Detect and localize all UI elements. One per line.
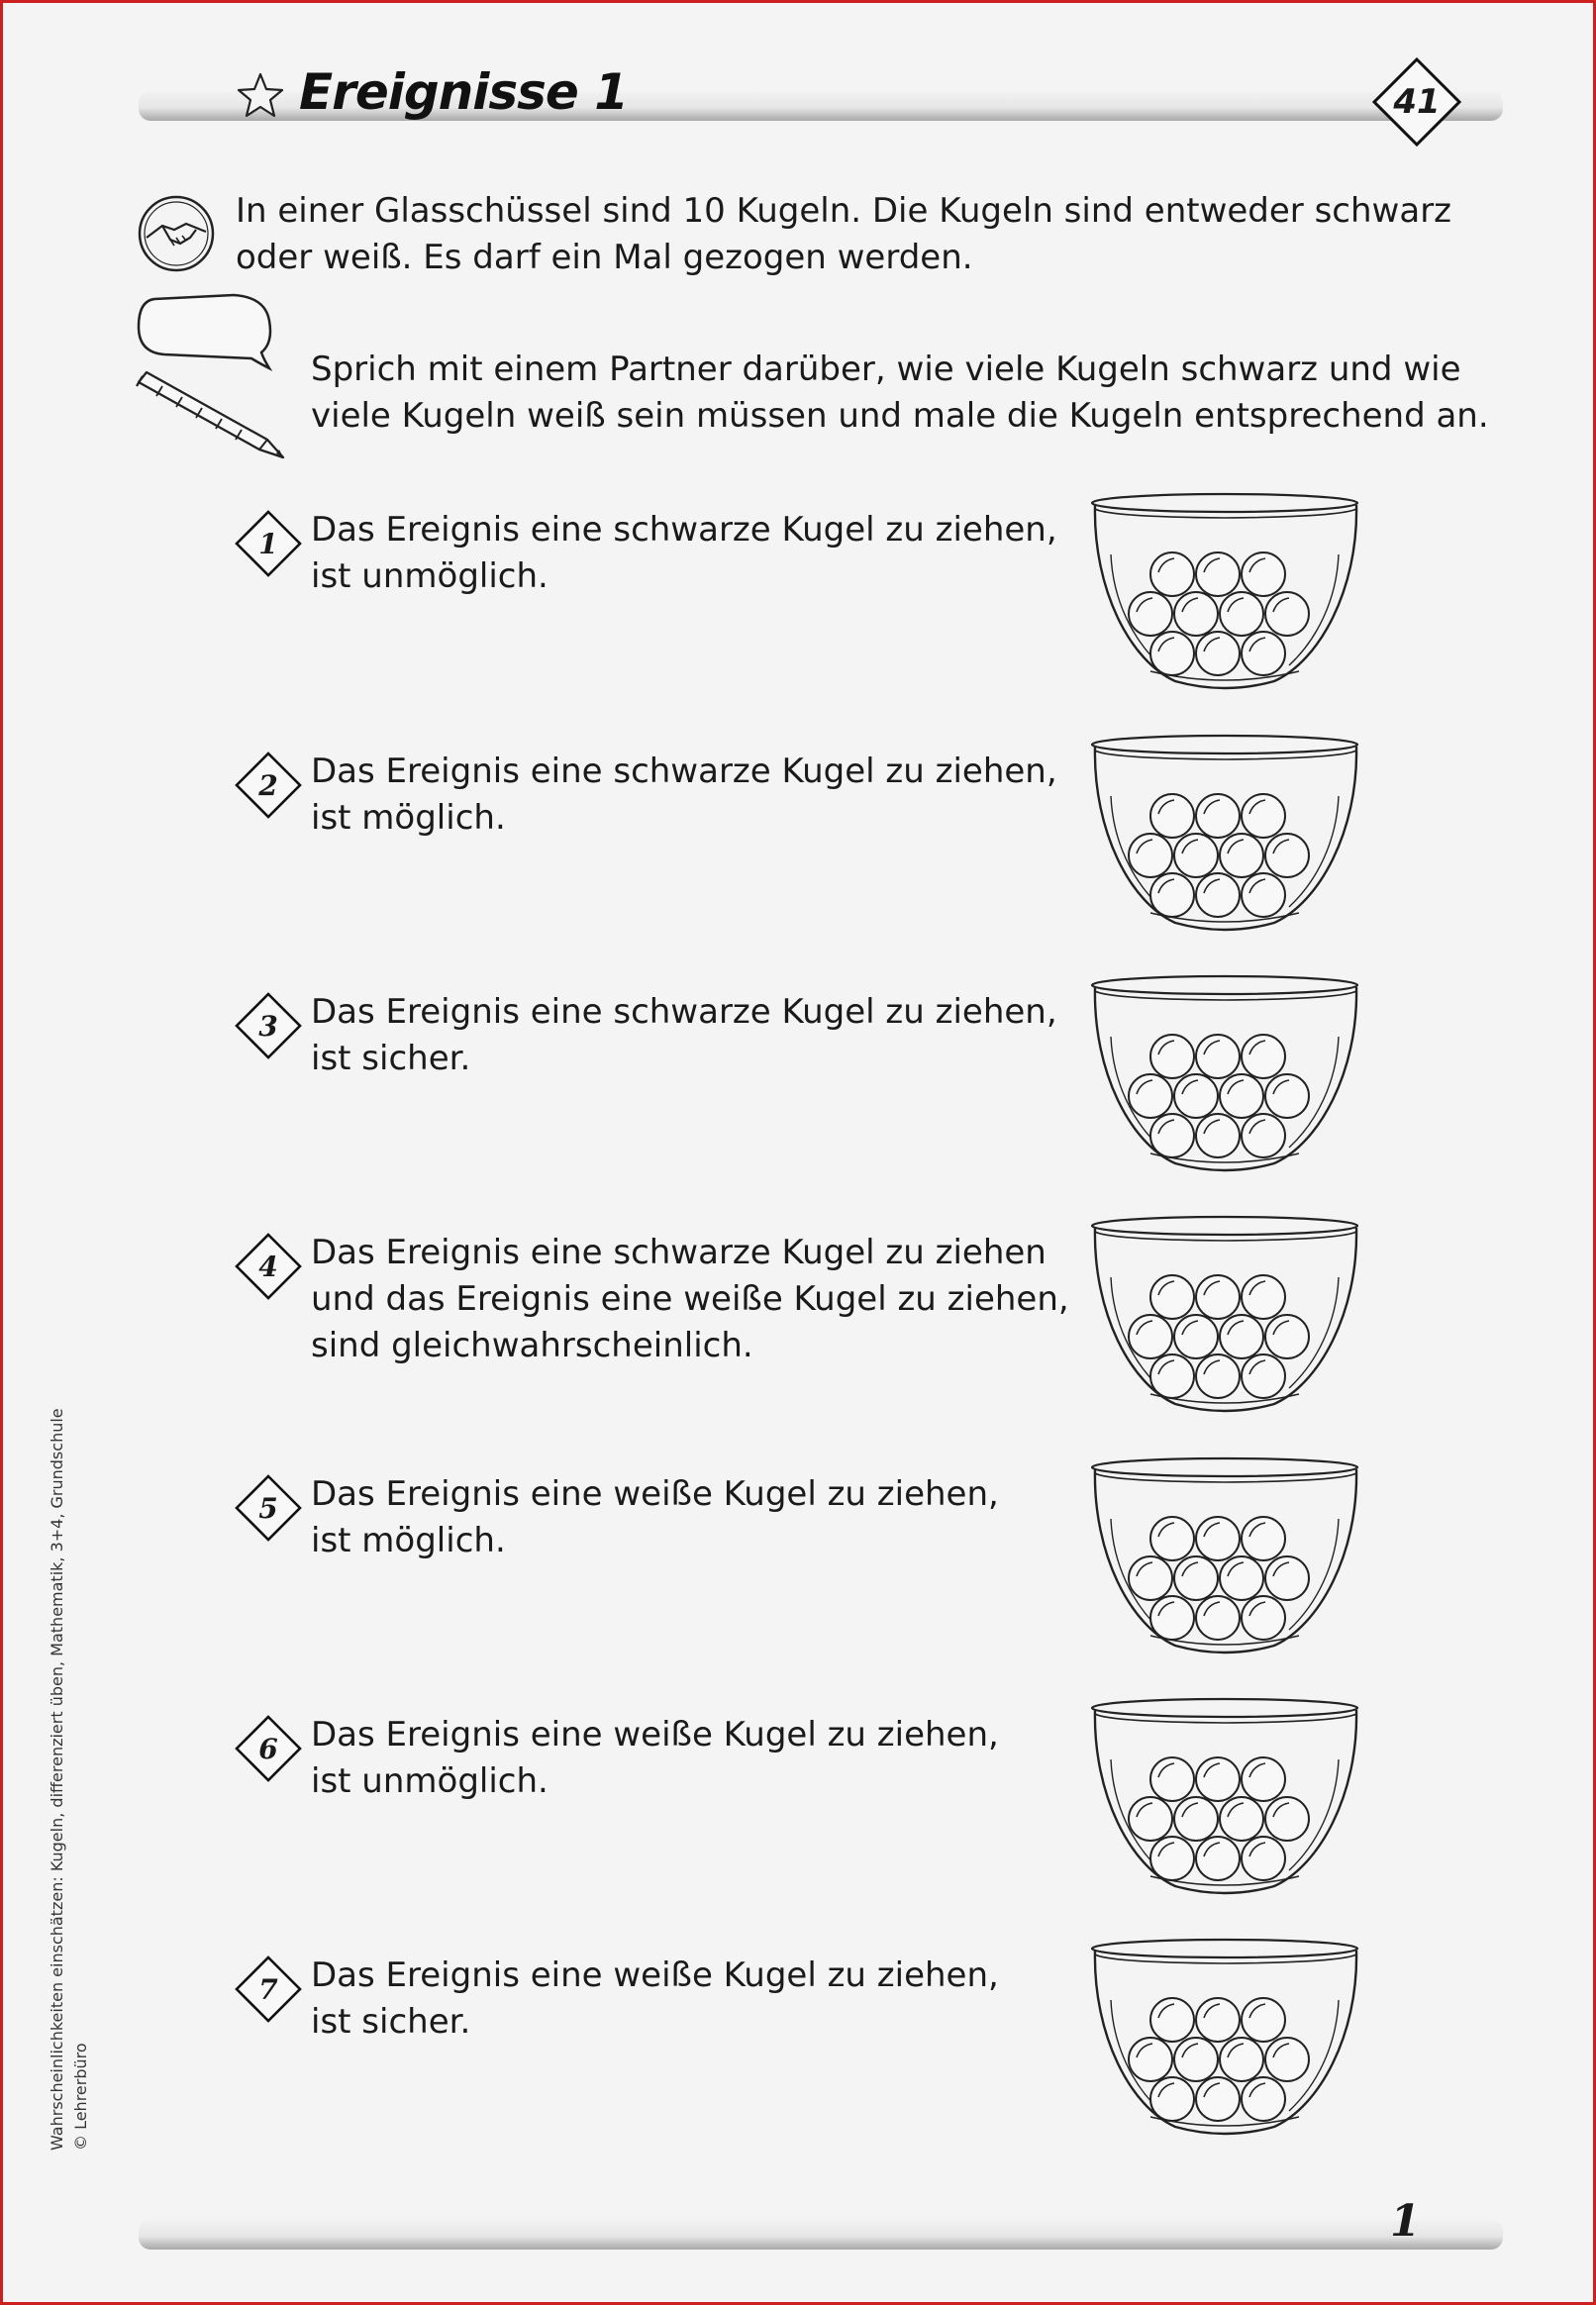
item-number: 4 bbox=[258, 1250, 278, 1283]
statement-text: Das Ereignis eine schwarze Kugel zu ziehen und das Ereignis eine weiße Kugel zu ziehen, sind gleichwahrscheinlich. bbox=[311, 1233, 1069, 1365]
item-number: 6 bbox=[258, 1732, 278, 1765]
item-number: 7 bbox=[258, 1972, 278, 2006]
item-number-badge bbox=[234, 1714, 303, 1783]
glass-bowl-icon[interactable] bbox=[1091, 1214, 1368, 1422]
item-number: 5 bbox=[258, 1491, 278, 1525]
item-number-badge bbox=[234, 751, 303, 820]
credit-publisher: © Lehrerbüro bbox=[71, 2043, 90, 2151]
item-number-badge bbox=[234, 509, 303, 578]
footer-page-number: 1 bbox=[1390, 2196, 1421, 2247]
statement-text: Das Ereignis eine schwarze Kugel zu ziehen, ist sicher. bbox=[311, 992, 1057, 1078]
item-number-badge bbox=[234, 1954, 303, 2024]
glass-bowl-icon[interactable] bbox=[1091, 1937, 1368, 2145]
intro-text: In einer Glasschüssel sind 10 Kugeln. Die Kugeln sind entweder schwarz oder weiß. Es darf ein Mal gezogen werden. bbox=[236, 191, 1452, 277]
statement-item bbox=[234, 1937, 1382, 2145]
task-instruction: Sprich mit einem Partner darüber, wie viele Kugeln schwarz und wie viele Kugeln weiß sein müssen und male die Kugeln entsprechend an. bbox=[311, 350, 1489, 436]
page-number: 41 bbox=[1393, 82, 1441, 122]
glass-bowl-icon[interactable] bbox=[1091, 733, 1368, 941]
statement-item bbox=[234, 1214, 1382, 1422]
item-number: 1 bbox=[258, 527, 278, 560]
pencil-icon bbox=[133, 368, 291, 467]
statement-item bbox=[234, 1455, 1382, 1663]
partner-handshake-icon bbox=[137, 194, 216, 273]
statement-item bbox=[234, 973, 1382, 1181]
star-icon bbox=[236, 71, 285, 119]
item-number-badge bbox=[234, 1232, 303, 1301]
item-number-badge bbox=[234, 1473, 303, 1543]
item-number-badge bbox=[234, 991, 303, 1060]
glass-bowl-icon[interactable] bbox=[1091, 1696, 1368, 1904]
speech-bubble-icon bbox=[135, 293, 273, 372]
statement-item bbox=[234, 491, 1382, 699]
statement-text: Das Ereignis eine schwarze Kugel zu ziehen, ist möglich. bbox=[311, 752, 1057, 838]
credit-source: Wahrscheinlichkeiten einschätzen: Kugeln, differenziert üben, Mathematik, 3+4, Grundschule bbox=[48, 1408, 66, 2151]
statement-text: Das Ereignis eine weiße Kugel zu ziehen, ist möglich. bbox=[311, 1474, 999, 1560]
statement-item bbox=[234, 1696, 1382, 1904]
footer-bar bbox=[139, 2220, 1503, 2250]
page-title: Ereignisse 1 bbox=[299, 63, 629, 121]
statement-item bbox=[234, 733, 1382, 941]
statement-text: Das Ereignis eine schwarze Kugel zu ziehen, ist unmöglich. bbox=[311, 510, 1057, 596]
statement-text: Das Ereignis eine weiße Kugel zu ziehen, ist unmöglich. bbox=[311, 1715, 999, 1801]
glass-bowl-icon[interactable] bbox=[1091, 1455, 1368, 1663]
item-number: 3 bbox=[258, 1009, 278, 1043]
page-number-badge bbox=[1370, 55, 1463, 149]
copyright-credit bbox=[46, 1408, 93, 2151]
glass-bowl-icon[interactable] bbox=[1091, 491, 1368, 699]
glass-bowl-icon[interactable] bbox=[1091, 973, 1368, 1181]
item-number: 2 bbox=[258, 768, 278, 802]
statement-text: Das Ereignis eine weiße Kugel zu ziehen, ist sicher. bbox=[311, 1955, 999, 2042]
